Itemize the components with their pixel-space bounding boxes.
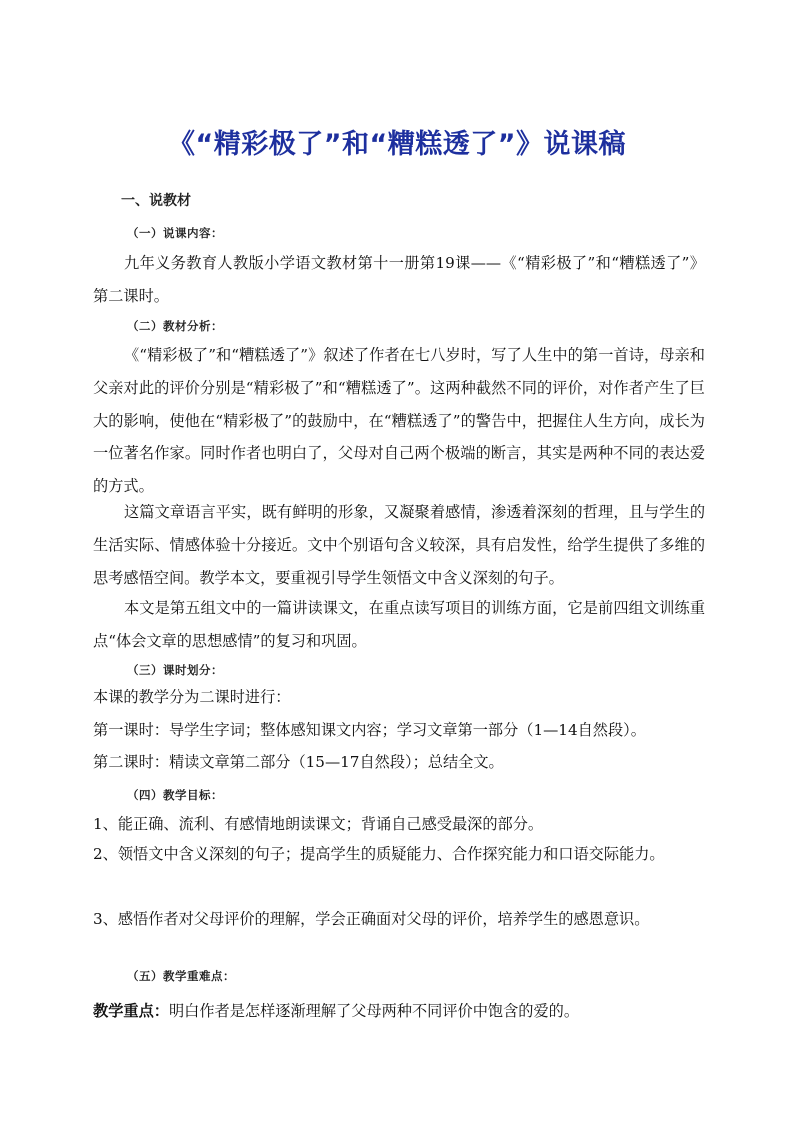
section-heading-teaching-material: 一、说教材 [121, 193, 191, 209]
subheading-key-difficult-points: （五）教学重难点： [127, 969, 235, 983]
paragraph-lesson-content: 九年义务教育人教版小学语文教材第十一册第19课——《“精彩极了”和“糟糕透了”》第二课时。 [93, 254, 705, 305]
subheading-lesson-content: （一）说课内容： [127, 226, 223, 240]
teaching-goal-3: 3、感悟作者对父母评价的理解，学会正确面对父母的评价，培养学生的感恩意识。 [93, 910, 650, 928]
key-point-text: 明白作者是怎样逐渐理解了父母两种不同评价中饱含的爱的。 [168, 1002, 579, 1020]
paragraph-analysis-2: 这篇文章语言平实，既有鲜明的形象，又凝聚着感情，渗透着深刻的哲理，且与学生的生活实际、情感体验十分接近。文中个别语句含义较深，具有启发性，给学生提供了多维的思考感悟空间。教学本文，要重视引导学生领悟文中含义深刻的句子。 [93, 503, 705, 587]
lesson-division-intro: 本课的教学分为二课时进行： [93, 688, 291, 706]
lesson-division-first: 第一课时：导学生字词；整体感知课文内容；学习文章第一部分（1—14自然段）。 [93, 721, 646, 739]
teaching-goal-2: 2、领悟文中含义深刻的句子；提高学生的质疑能力、合作探究能力和口语交际能力。 [93, 845, 665, 863]
document-title: 《“精彩极了”和“糟糕透了”》说课稿 [168, 129, 626, 160]
paragraph-analysis-1: 《“精彩极了”和“糟糕透了”》叙述了作者在七八岁时，写了人生中的第一首诗，母亲和父亲对此的评价分别是“精彩极了”和“糟糕透了”。这两种截然不同的评价，对作者产生了巨大的影响，使他在“精彩极了”的鼓励中，在“糟糕透了”的警告中，把握住人生方向，成长为一位著名作家。同时作者也明白了，父母对自己两个极端的断言，其实是两种不同的表达爱的方式。 [93, 346, 705, 496]
paragraph-analysis-3: 本文是第五组文中的一篇讲读课文，在重点读写项目的训练方面，它是前四组文训练重点“体会文章的思想感情”的复习和巩固。 [93, 599, 705, 650]
key-point-label: 教学重点： [93, 1002, 169, 1020]
lesson-division-second: 第二课时：精读文章第二部分（15—17自然段）；总结全文。 [93, 753, 504, 771]
subheading-lesson-division: （三）课时划分： [127, 663, 223, 677]
subheading-teaching-goals: （四）教学目标： [127, 788, 223, 802]
key-point-line [93, 999, 713, 1023]
teaching-goal-1: 1、能正确、流利、有感情地朗读课文；背诵自己感受最深的部分。 [93, 815, 544, 833]
subheading-material-analysis: （二）教材分析： [127, 319, 223, 333]
